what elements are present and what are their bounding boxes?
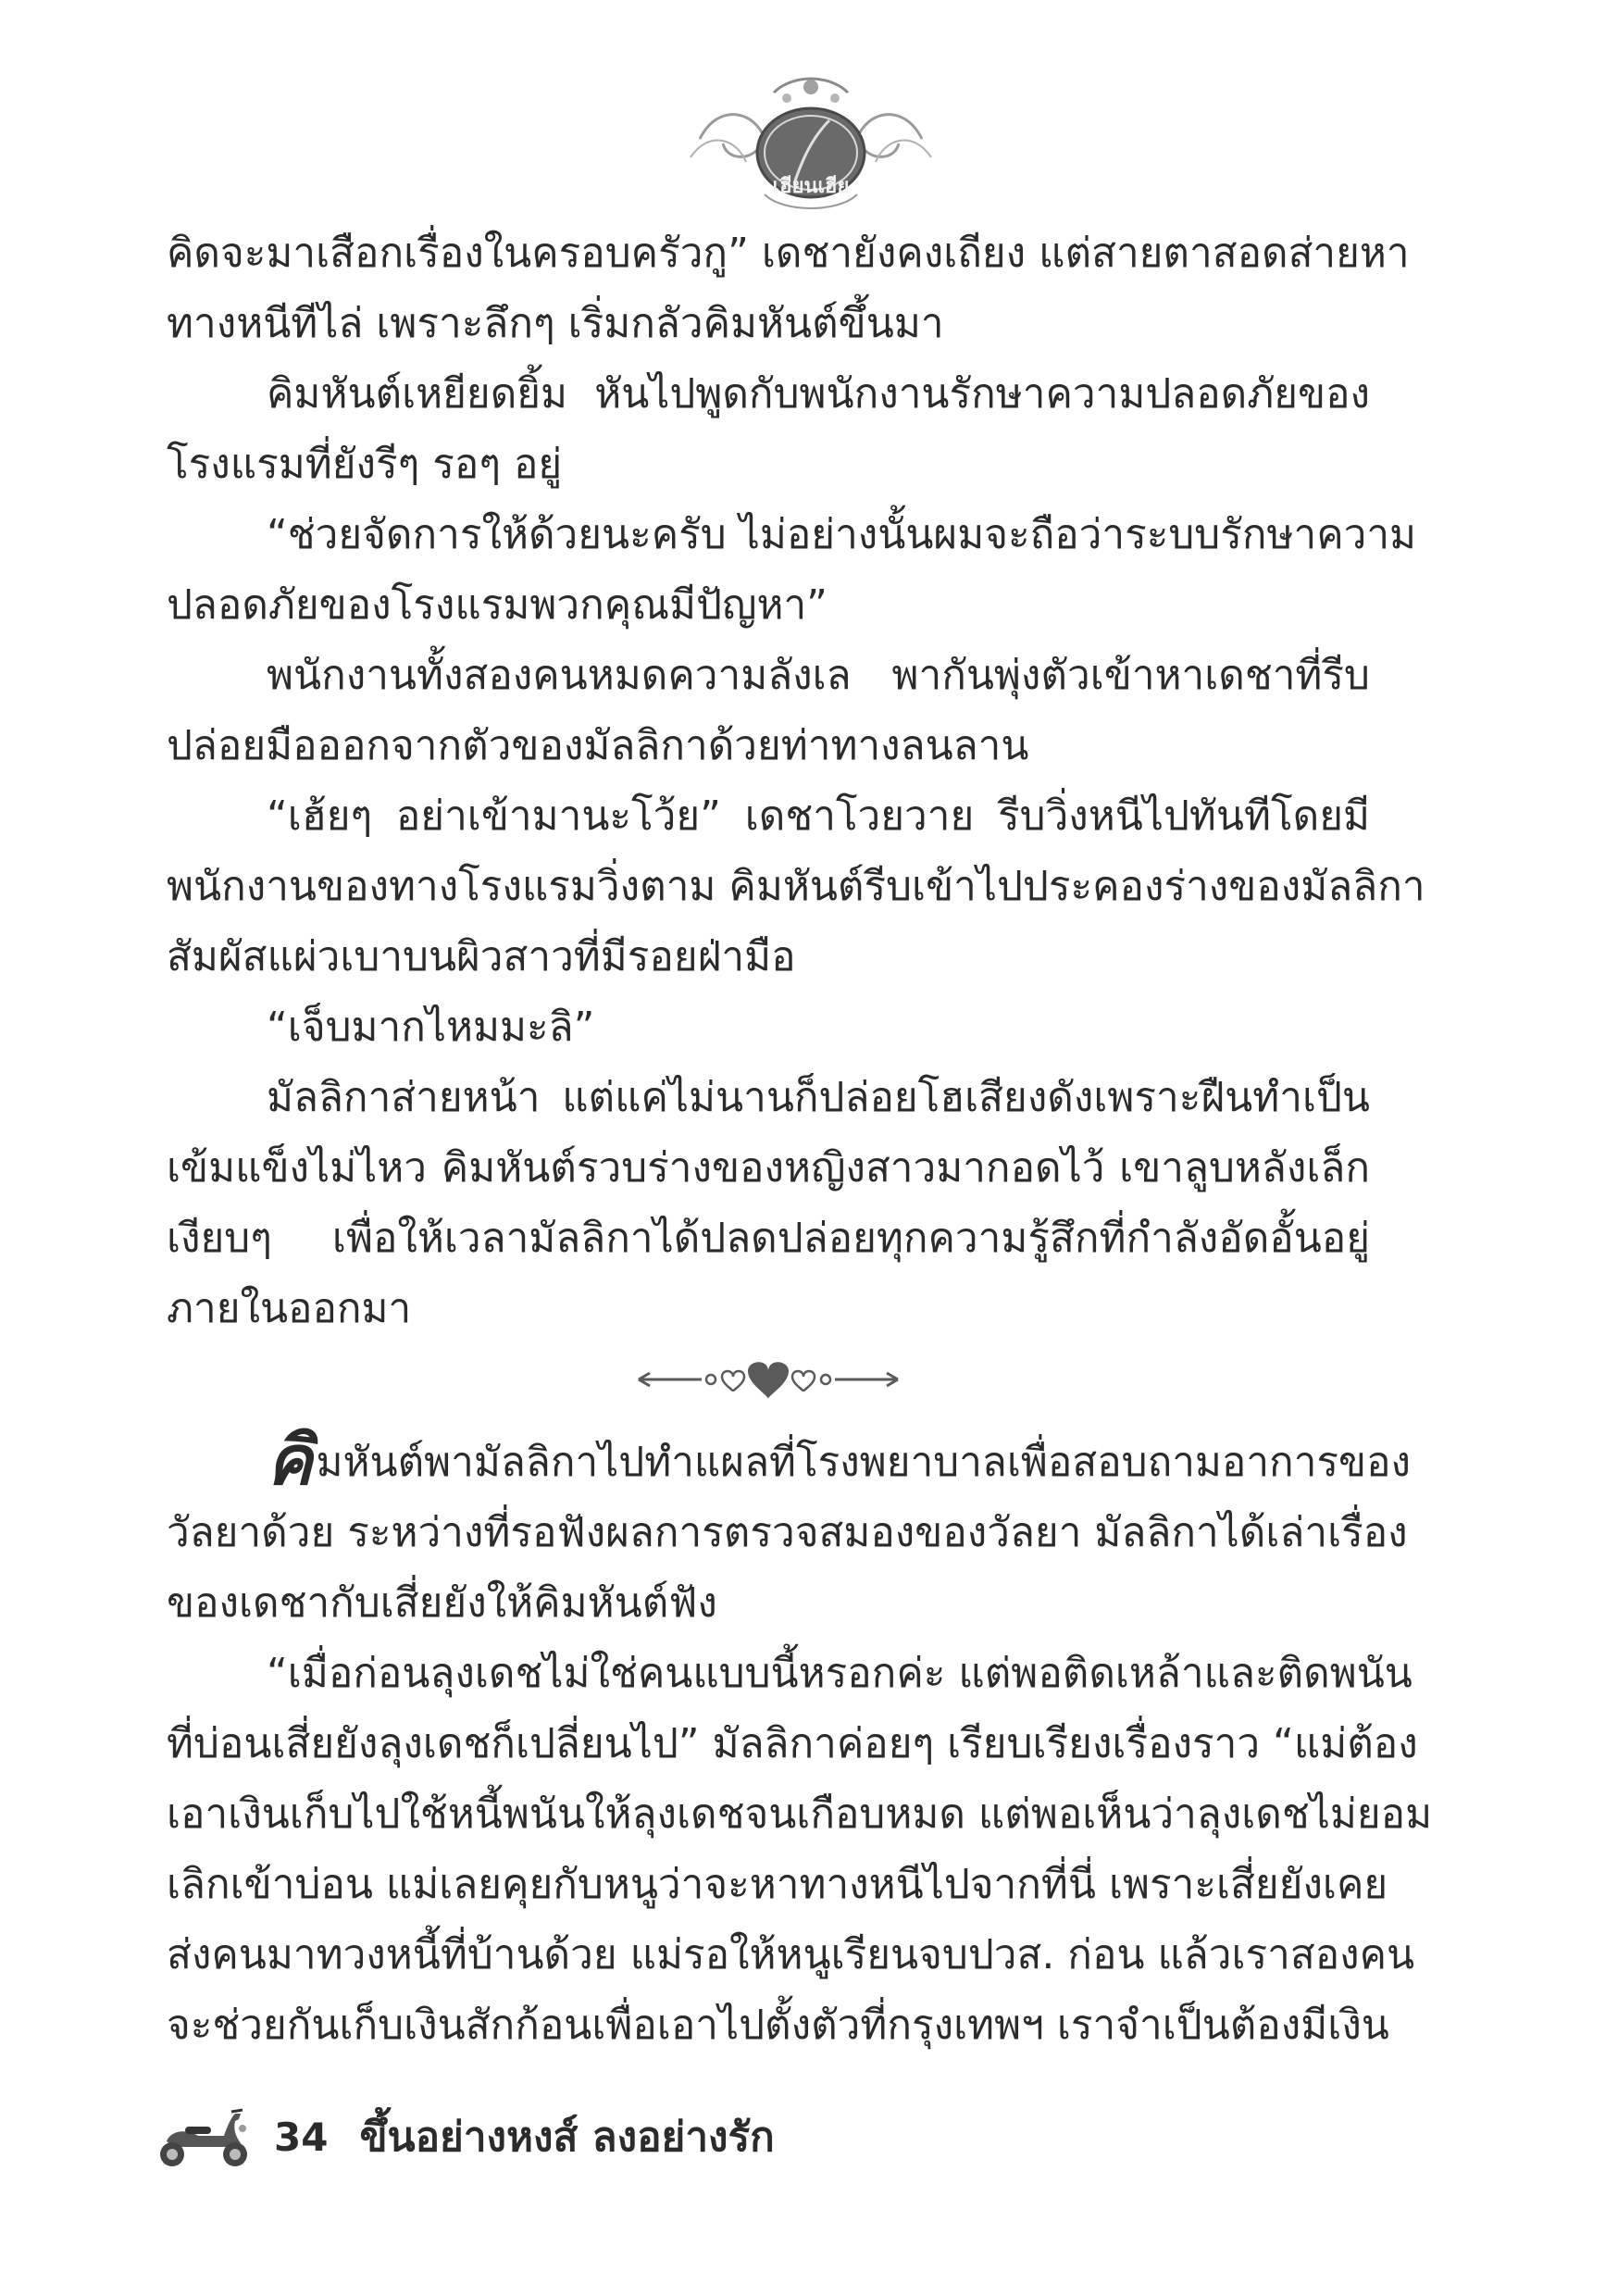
text-line: เข้มแข็งไม่ไหว คิมหันต์รวบร่างของหญิงสาวมากอดไว้ เขาลูบหลังเล็ก: [167, 1144, 1370, 1192]
header-crest: [672, 74, 950, 213]
page-footer: [150, 2100, 775, 2174]
text-line: “เจ็บมากไหมมะลิ”: [267, 1004, 595, 1051]
text-line: ส่งคนมาทวงหนี้ที่บ้านด้วย แม่รอให้หนูเรียนจบปวส. ก่อน แล้วเราสองคน: [167, 1931, 1415, 1978]
text-line: เลิกเข้าบ่อน แม่เลยคุยกับหนูว่าจะหาทางหนีไปจากที่นี่ เพราะเสี่ยยังเคย: [167, 1861, 1388, 1908]
page-body: [167, 218, 1433, 2061]
section-opening-line: [167, 1415, 1412, 1501]
ornate-crest-icon: [672, 74, 950, 213]
text-line: ภายในออกมา: [167, 1285, 412, 1332]
text-line: “เมื่อก่อนลุงเดชไม่ใช่คนแบบนี้หรอกค่ะ แต่พอติดเหล้าและติดพนัน: [267, 1650, 1413, 1697]
page-number: 34: [274, 2114, 329, 2160]
text-line: “ช่วยจัดการให้ด้วยนะครับ ไม่อย่างนั้นผมจะถือว่าระบบรักษาความ: [267, 511, 1417, 558]
text-line: เอาเงินเก็บไปใช้หนี้พนันให้ลุงเดชจนเกือบหมด แต่พอเห็นว่าลุงเดชไม่ยอม: [167, 1791, 1433, 1838]
text-line: ปล่อยมือออกจากตัวของมัลลิกาด้วยท่าทางลนลาน: [167, 722, 1029, 769]
text-line: โรงแรมที่ยังรีๆ รอๆ อยู่: [167, 441, 563, 488]
drop-cap: คิ: [267, 1421, 313, 1501]
text-line: สัมผัสแผ่วเบาบนผิวสาวที่มีรอยฝ่ามือ: [167, 933, 796, 980]
section-divider: [167, 1344, 1370, 1415]
text-line: คิดจะมาเสือกเรื่องในครอบครัวกู” เดชายังคงเถียง แต่สายตาสอดส่ายหา: [167, 230, 1410, 277]
text-line: “เฮ้ยๆ อย่าเข้ามานะโว้ย” เดชาโวยวาย รีบวิ่งหนีไปทันทีโดยมี: [267, 792, 1370, 840]
text-line: ปลอดภัยของโรงแรมพวกคุณมีปัญหา”: [167, 581, 828, 629]
text-line: พนักงานทั้งสองคนหมดความลังเล พากันพุ่งตัวเข้าหาเดชาที่รีบ: [267, 652, 1370, 699]
text-line: วัลยาด้วย ระหว่างที่รอฟังผลการตรวจสมองของวัลยา มัลลิกาได้เล่าเรื่อง: [167, 1509, 1408, 1556]
logo-text: เฮียนเฮีย: [772, 175, 850, 198]
text-line: ของเดชากับเสี่ยยังให้คิมหันต์ฟัง: [167, 1579, 717, 1627]
text-line: เงียบๆ เพื่อให้เวลามัลลิกาได้ปลดปล่อยทุกความรู้สึกที่กำลังอัดอั้นอยู่: [167, 1215, 1370, 1262]
text-line: จะช่วยกันเก็บเงินสักก้อนเพื่อเอาไปตั้งตัวที่กรุงเทพฯ เราจำเป็นต้องมีเงิน: [167, 2002, 1389, 2049]
text-line: คิมหันต์เหยียดยิ้ม หันไปพูดกับพนักงานรักษาความปลอดภัยของ: [267, 370, 1370, 418]
text-line: พนักงานของทางโรงแรมวิ่งตาม คิมหันต์รีบเข้าไปประคองร่างของมัลลิกา: [167, 863, 1425, 910]
book-title: ขึ้นอย่างหงส์ ลงอย่างรัก: [359, 2114, 775, 2161]
text-line: มัลลิกาส่ายหน้า แต่แค่ไม่นานก็ปล่อยโฮเสียงดังเพราะฝืนทำเป็น: [267, 1074, 1370, 1121]
heart-divider-icon: [629, 1356, 907, 1403]
text-line: ทางหนีทีไล่ เพราะลึกๆ เริ่มกลัวคิมหันต์ขึ้นมา: [167, 300, 944, 347]
scooter-icon: [150, 2104, 252, 2169]
text-line: มหันต์พามัลลิกาไปทำแผลที่โรงพยาบาลเพื่อสอบถามอาการของ: [316, 1439, 1412, 1486]
text-line: ที่บ่อนเสี่ยยังลุงเดชก็เปลี่ยนไป” มัลลิกาค่อยๆ เรียบเรียงเรื่องราว “แม่ต้อง: [167, 1720, 1418, 1767]
